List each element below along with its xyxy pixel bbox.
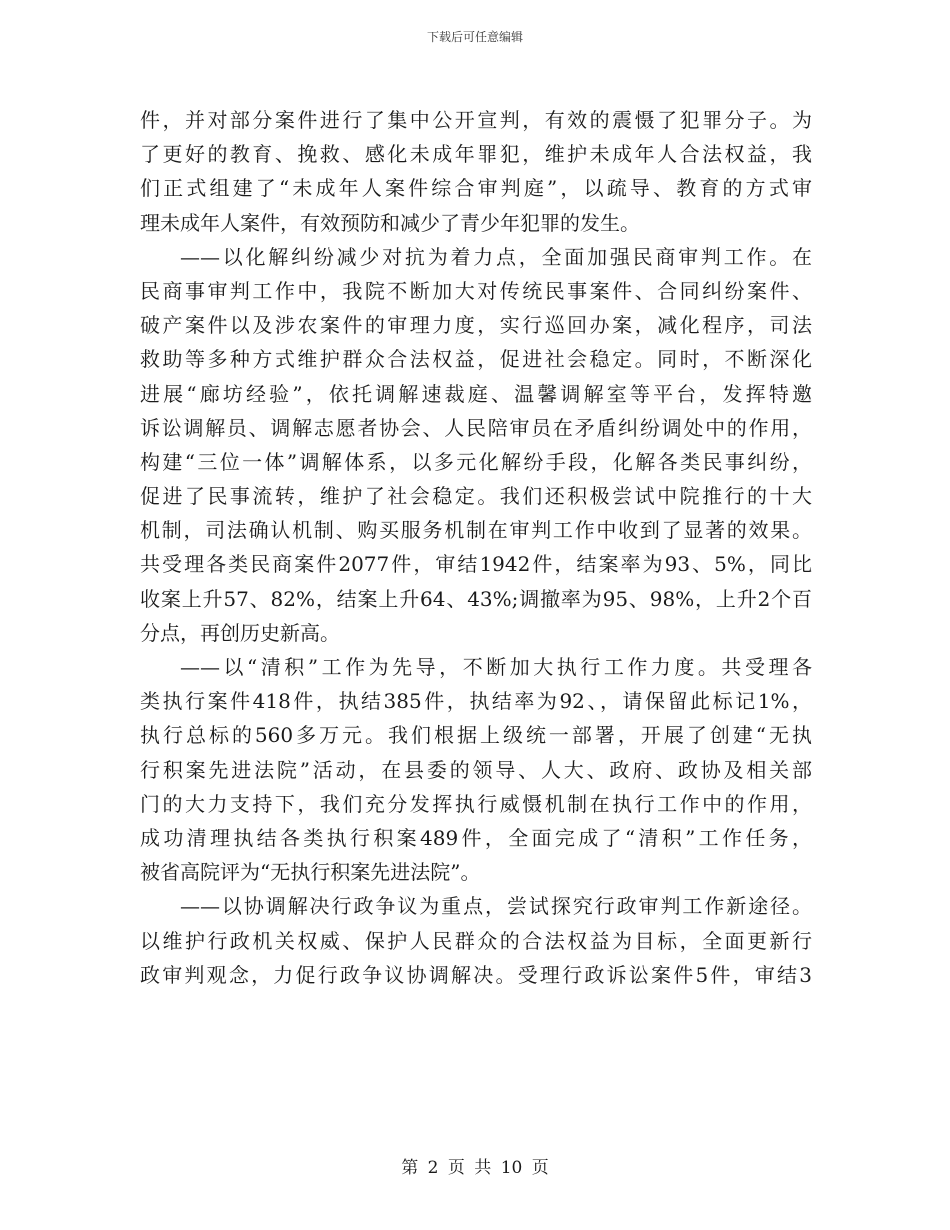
text-line: 构建“三位一体”调解体系，以多元化解纷手段，化解各类民事纠纷， [140,449,812,474]
text-line: 理未成年人案件，有效预防和减少了青少年犯罪的发生。 [140,210,640,235]
text-line: 破产案件以及涉农案件的审理力度，实行巡回办案，减化程序，司法 [140,313,812,338]
text-line: 被省高院评为“无执行积案先进法院”。 [140,860,481,885]
text-line: 促进了民事流转，维护了社会稳定。我们还积极尝试中院推行的十大 [140,484,812,509]
text-line: 门的大力支持下，我们充分发挥执行威慑机制在执行工作中的作用， [140,791,812,816]
text-line: 件，并对部分案件进行了集中公开宣判，有效的震慑了犯罪分子。为 [140,108,812,132]
text-line: 共受理各类民商案件2077件，审结1942件，结案率为93、5%，同比 [140,552,812,577]
text-line: 收案上升57、82%，结案上升64、43%;调撤率为95、98%，上升2个百 [140,586,812,611]
page-header-note: 下载后可任意编辑 [426,30,523,44]
text-line: ——以“清积”工作为先导，不断加大执行工作力度。共受理各 [180,655,812,679]
text-line: 民商事审判工作中，我院不断加大对传统民事案件、合同纠纷案件、 [140,278,812,303]
text-line: ——以化解纠纷减少对抗为着力点，全面加强民商审判工作。在 [180,244,812,269]
text-line: 救助等多种方式维护群众合法权益，促进社会稳定。同时，不断深化 [140,347,812,372]
text-line: 诉讼调解员、调解志愿者协会、人民陪审员在矛盾纠纷调处中的作用， [140,415,812,440]
text-line: 了更好的教育、挽救、感化未成年罪犯，维护未成年人合法权益，我 [140,142,812,167]
text-line: 进展“廊坊经验”，依托调解速裁庭、温馨调解室等平台，发挥特邀 [140,381,812,406]
text-line: 机制，司法确认机制、购买服务机制在审判工作中收到了显著的效果。 [140,518,812,543]
paragraph-2 [140,240,812,650]
paragraph-3 [140,650,812,889]
text-line: 成功清理执结各类执行积案489件，全面完成了“清积”工作任务， [140,825,812,850]
text-line: 类执行案件418件，执结385件，执结率为92、，请保留此标记1%， [140,689,812,714]
document-body [140,103,812,992]
text-line: 行积案先进法院”活动，在县委的领导、人大、政府、政协及相关部 [140,757,812,782]
paragraph-4 [140,889,812,992]
text-line: 以维护行政机关权威、保护人民群众的合法权益为目标，全面更新行 [140,928,812,953]
text-line: 执行总标的560多万元。我们根据上级统一部署，开展了创建“无执 [140,723,812,748]
text-line: 分点，再创历史新高。 [140,620,340,645]
page-number-footer: 第 2 页 共 10 页 [401,1158,549,1178]
text-line: ——以协调解决行政争议为重点，尝试探究行政审判工作新途径。 [180,894,812,919]
paragraph-1 [140,103,812,240]
text-line: 政审判观念，力促行政争议协调解决。受理行政诉讼案件5件，审结3 [140,962,812,987]
text-line: 们正式组建了“未成年人案件综合审判庭”，以疏导、教育的方式审 [140,176,812,201]
